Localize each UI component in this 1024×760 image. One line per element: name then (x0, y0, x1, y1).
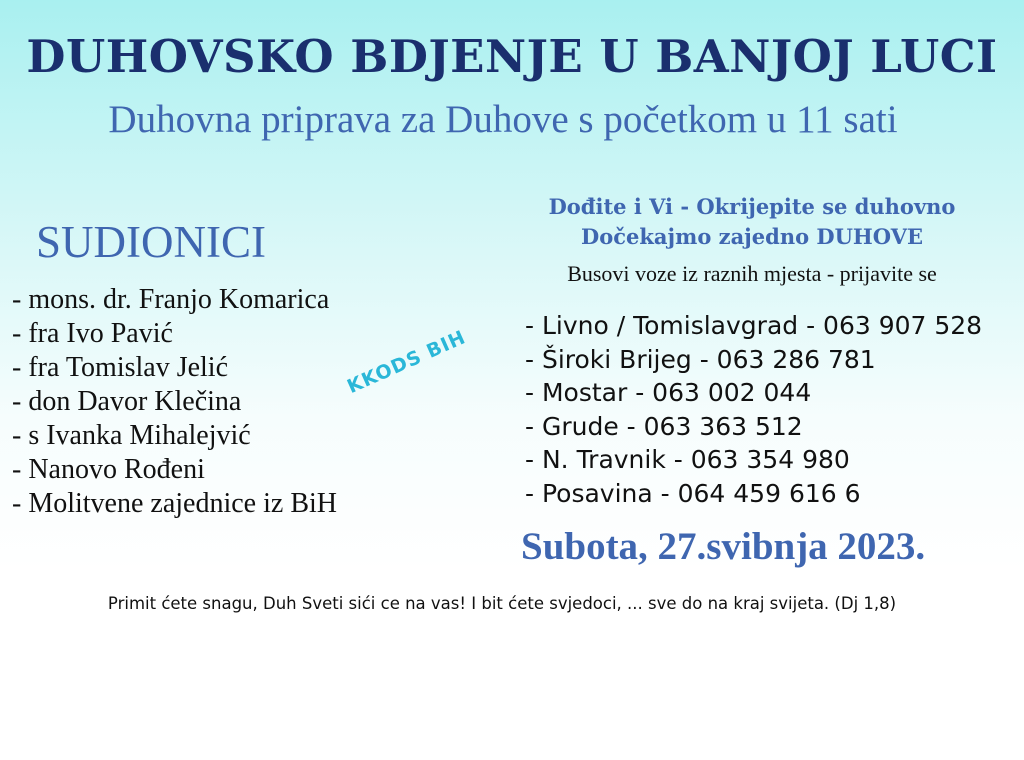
contact-item: - Mostar - 063 002 044 (525, 378, 812, 407)
contact-item: - Livno / Tomislavgrad - 063 907 528 (525, 311, 983, 340)
participant-item: - fra Ivo Pavić (12, 318, 173, 349)
participant-item: - s Ivanka Mihalejvić (12, 420, 251, 451)
invite-line-2: Dočekajmo zajedno DUHOVE (580, 224, 923, 249)
participant-item: - fra Tomislav Jelić (12, 352, 229, 383)
participant-item: - Molitvene zajednice iz BiH (12, 488, 337, 519)
participants-list (12, 283, 337, 521)
bus-note: Busovi voze iz raznih mjesta - prijavite se (567, 261, 937, 286)
contacts-list (525, 309, 982, 510)
page-subtitle: Duhovna priprava za Duhove s početkom u 11 sati (108, 98, 898, 141)
invite-line-1: Dođite i Vi - Okrijepite se duhovno (548, 194, 956, 219)
contact-item: - N. Travnik - 063 354 980 (525, 445, 850, 474)
participant-item: - don Davor Klečina (12, 386, 242, 417)
contact-item: - Posavina - 064 459 616 6 (525, 478, 861, 508)
bible-quote: Primit ćete snagu, Duh Sveti sići ce na vas! I bit ćete svjedoci, ... sve do na kraj svijeta. (Dj 1,8) (107, 594, 897, 613)
page-title: DUHOVSKO BDJENJE U BANJOJ LUCI (26, 30, 998, 83)
invite-block (480, 192, 1024, 252)
participants-heading: SUDIONICI (36, 217, 266, 267)
watermark-text: KKODS BIH (344, 326, 470, 399)
participant-item: - mons. dr. Franjo Komarica (12, 284, 330, 315)
contact-item: - Široki Brijeg - 063 286 781 (525, 344, 876, 374)
event-date: Subota, 27.svibnja 2023. (521, 525, 926, 568)
participant-item: - Nanovo Rođeni (12, 454, 205, 485)
contact-item: - Grude - 063 363 512 (525, 411, 803, 441)
